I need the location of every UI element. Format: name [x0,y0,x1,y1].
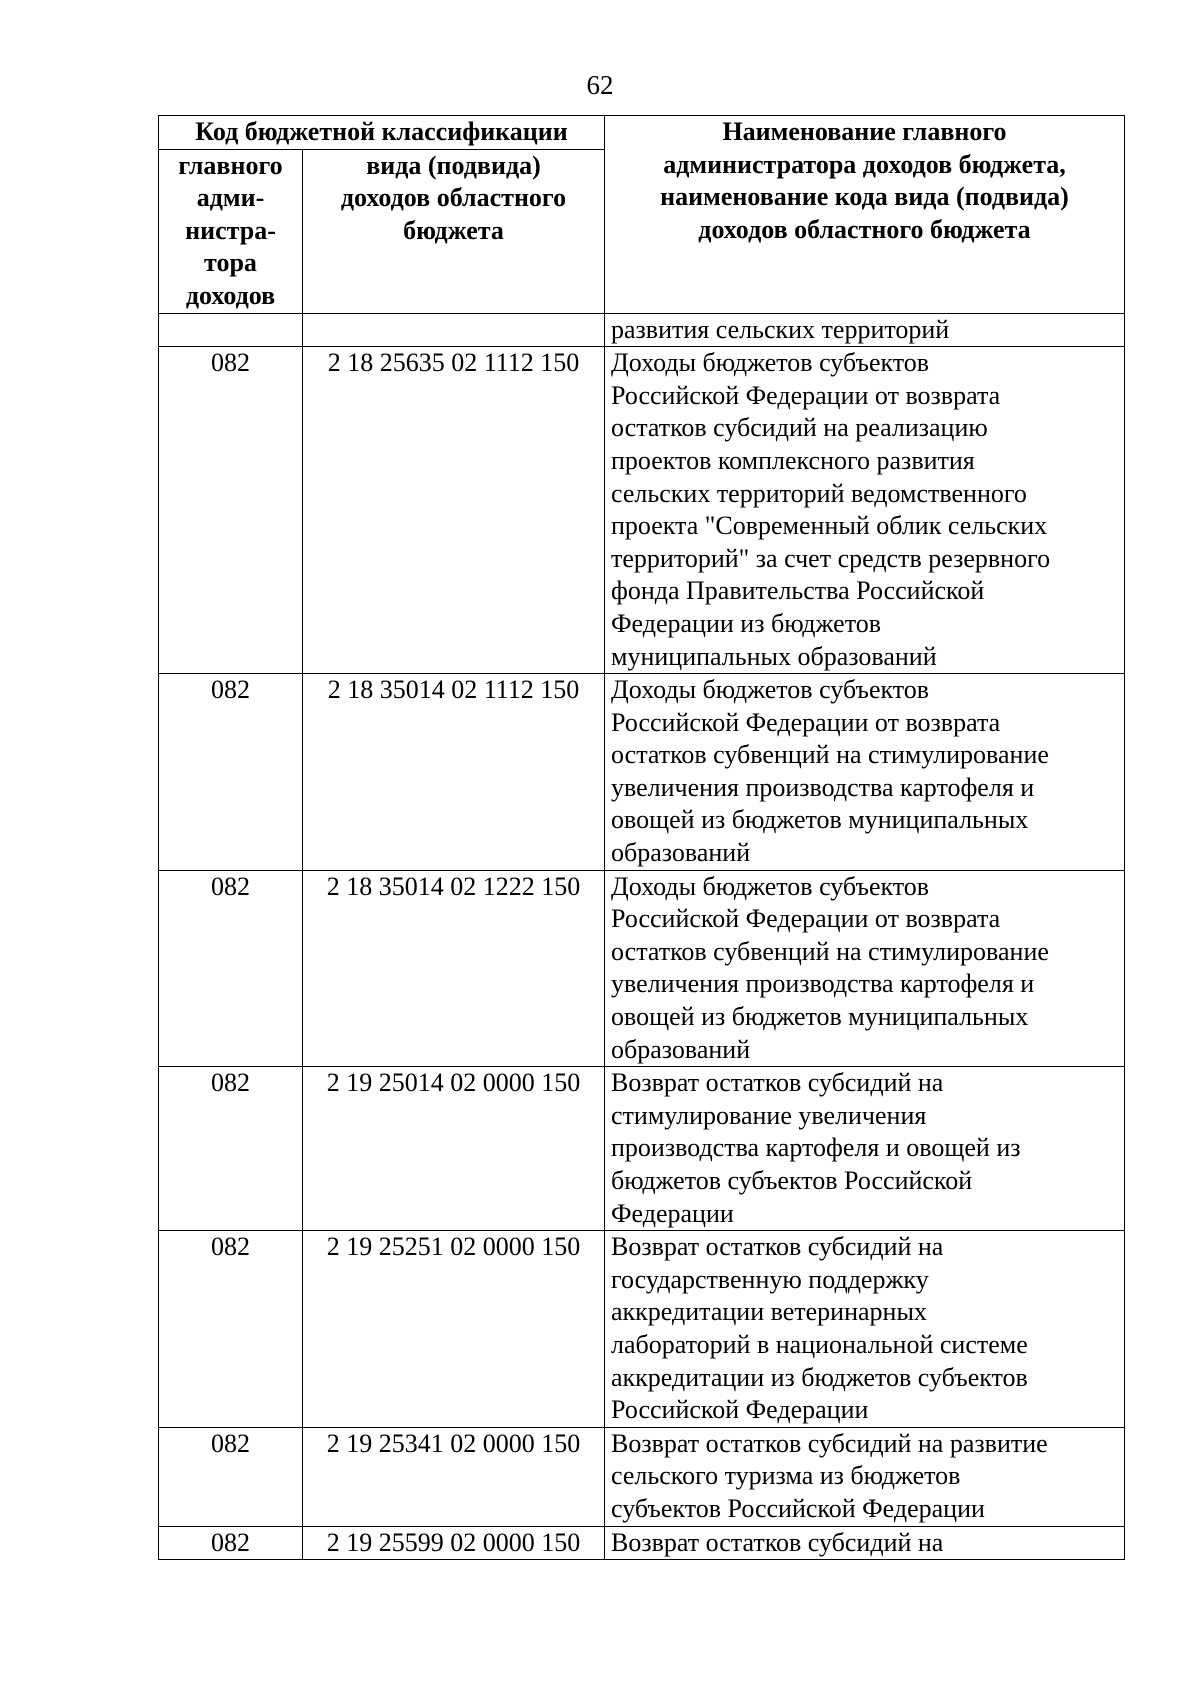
admin-code-cell: 082 [159,347,303,674]
description-line: производства картофеля и овощей из [611,1133,1021,1163]
admin-code-cell: 082 [159,1231,303,1428]
description-line: проектов комплексного развития [611,445,975,475]
income-code-cell: 2 19 25014 02 0000 150 [303,1067,605,1231]
description-line: сельских территорий ведомственного [611,478,1027,508]
description-cell [605,870,1125,1067]
income-code-cell: 2 19 25599 02 0000 150 [303,1526,605,1560]
description-cell [605,313,1125,347]
description-line: Возврат остатков субсидий на [611,1068,944,1098]
income-code-cell: 2 18 25635 02 1112 150 [303,347,605,674]
description-line: Российской Федерации от возврата [611,904,1001,934]
description-line: Российской Федерации [611,1395,869,1425]
admin-code-cell [159,313,303,347]
budget-classification-code-header: Код бюджетной классификации [159,116,605,150]
description-line: увеличения производства картофеля и [611,969,1035,999]
table-row [159,1231,1125,1428]
description-line: лабораторий в национальной системе [611,1329,1028,1359]
income-code-cell: 2 18 35014 02 1112 150 [303,674,605,871]
description-line: остатков субсидий на реализацию [611,413,988,443]
code-column-header-text: вида (подвида) доходов областного бюджета [340,150,567,245]
description-cell [605,674,1125,871]
table-row [159,674,1125,871]
income-code-cell: 2 19 25251 02 0000 150 [303,1231,605,1428]
budget-classification-table [158,115,1125,1560]
admin-code-cell: 082 [159,1067,303,1231]
description-line: аккредитации из бюджетов субъектов [611,1362,1028,1392]
description-cell [605,1526,1125,1560]
description-line: субъектов Российской Федерации [611,1493,985,1523]
description-cell [605,1067,1125,1231]
description-line: Доходы бюджетов субъектов [611,348,930,378]
income-code-cell: 2 19 25341 02 0000 150 [303,1427,605,1526]
admin-code-cell: 082 [159,870,303,1067]
description-line: Возврат остатков субсидий на развитие [611,1428,1048,1458]
admin-code-cell: 082 [159,674,303,871]
description-line: овощей из бюджетов муниципальных [611,1002,1029,1032]
description-line: образований [611,838,751,868]
description-line: бюджетов субъектов Российской [611,1166,973,1195]
description-line: остатков субвенций на стимулирование [611,936,1049,966]
description-line: Возврат остатков субсидий на [611,1232,944,1262]
admin-code-cell: 082 [159,1427,303,1526]
income-code-cell: 2 18 35014 02 1222 150 [303,870,605,1067]
description-line: образований [611,1034,751,1064]
description-line: аккредитации ветеринарных [611,1297,927,1327]
description-line: Возврат остатков субсидий на [611,1527,944,1557]
admin-code-cell: 082 [159,1526,303,1560]
description-line: проекта "Современный облик сельских [611,511,1048,541]
description-line: Федерации из бюджетов [611,608,881,638]
description-line: овощей из бюджетов муниципальных [611,805,1029,835]
income-code-cell [303,313,605,347]
table-row [159,1427,1125,1526]
description-line: государственную поддержку [611,1264,929,1294]
description-cell [605,1427,1125,1526]
description-line: Российской Федерации от возврата [611,380,1001,410]
name-column-header [605,116,1125,314]
table-row [159,313,1125,347]
description-line: развития сельских территорий [611,314,950,344]
description-line: стимулирование увеличения [611,1100,927,1130]
table-row [159,347,1125,674]
description-cell [605,347,1125,674]
admin-column-header-text: главного адми-нистра-тора доходов [178,150,283,310]
code-column-header [303,149,605,313]
description-line: муниципальных образований [611,641,937,671]
description-cell [605,1231,1125,1428]
description-line: Доходы бюджетов субъектов [611,871,930,901]
description-line: сельского туризма из бюджетов [611,1461,961,1491]
description-line: фонда Правительства Российской [611,576,985,606]
name-column-header-text: Наименование главного администратора доходов бюджета, наименование кода вида (подвида) доходов областного бюджета [660,117,1069,244]
description-line: Российской Федерации от возврата [611,707,1001,737]
table-body [159,313,1125,1560]
description-line: Федерации [611,1198,734,1228]
table-row [159,1526,1125,1560]
header-row-group [159,116,1125,150]
table-row [159,870,1125,1067]
description-line: увеличения производства картофеля и [611,772,1035,802]
description-line: остатков субвенций на стимулирование [611,740,1049,770]
admin-column-header [159,149,303,313]
table-row [159,1067,1125,1231]
description-line: территорий" за счет средств резервного [611,543,1051,573]
page-number: 62 [586,70,614,100]
description-line: Доходы бюджетов субъектов [611,675,930,705]
